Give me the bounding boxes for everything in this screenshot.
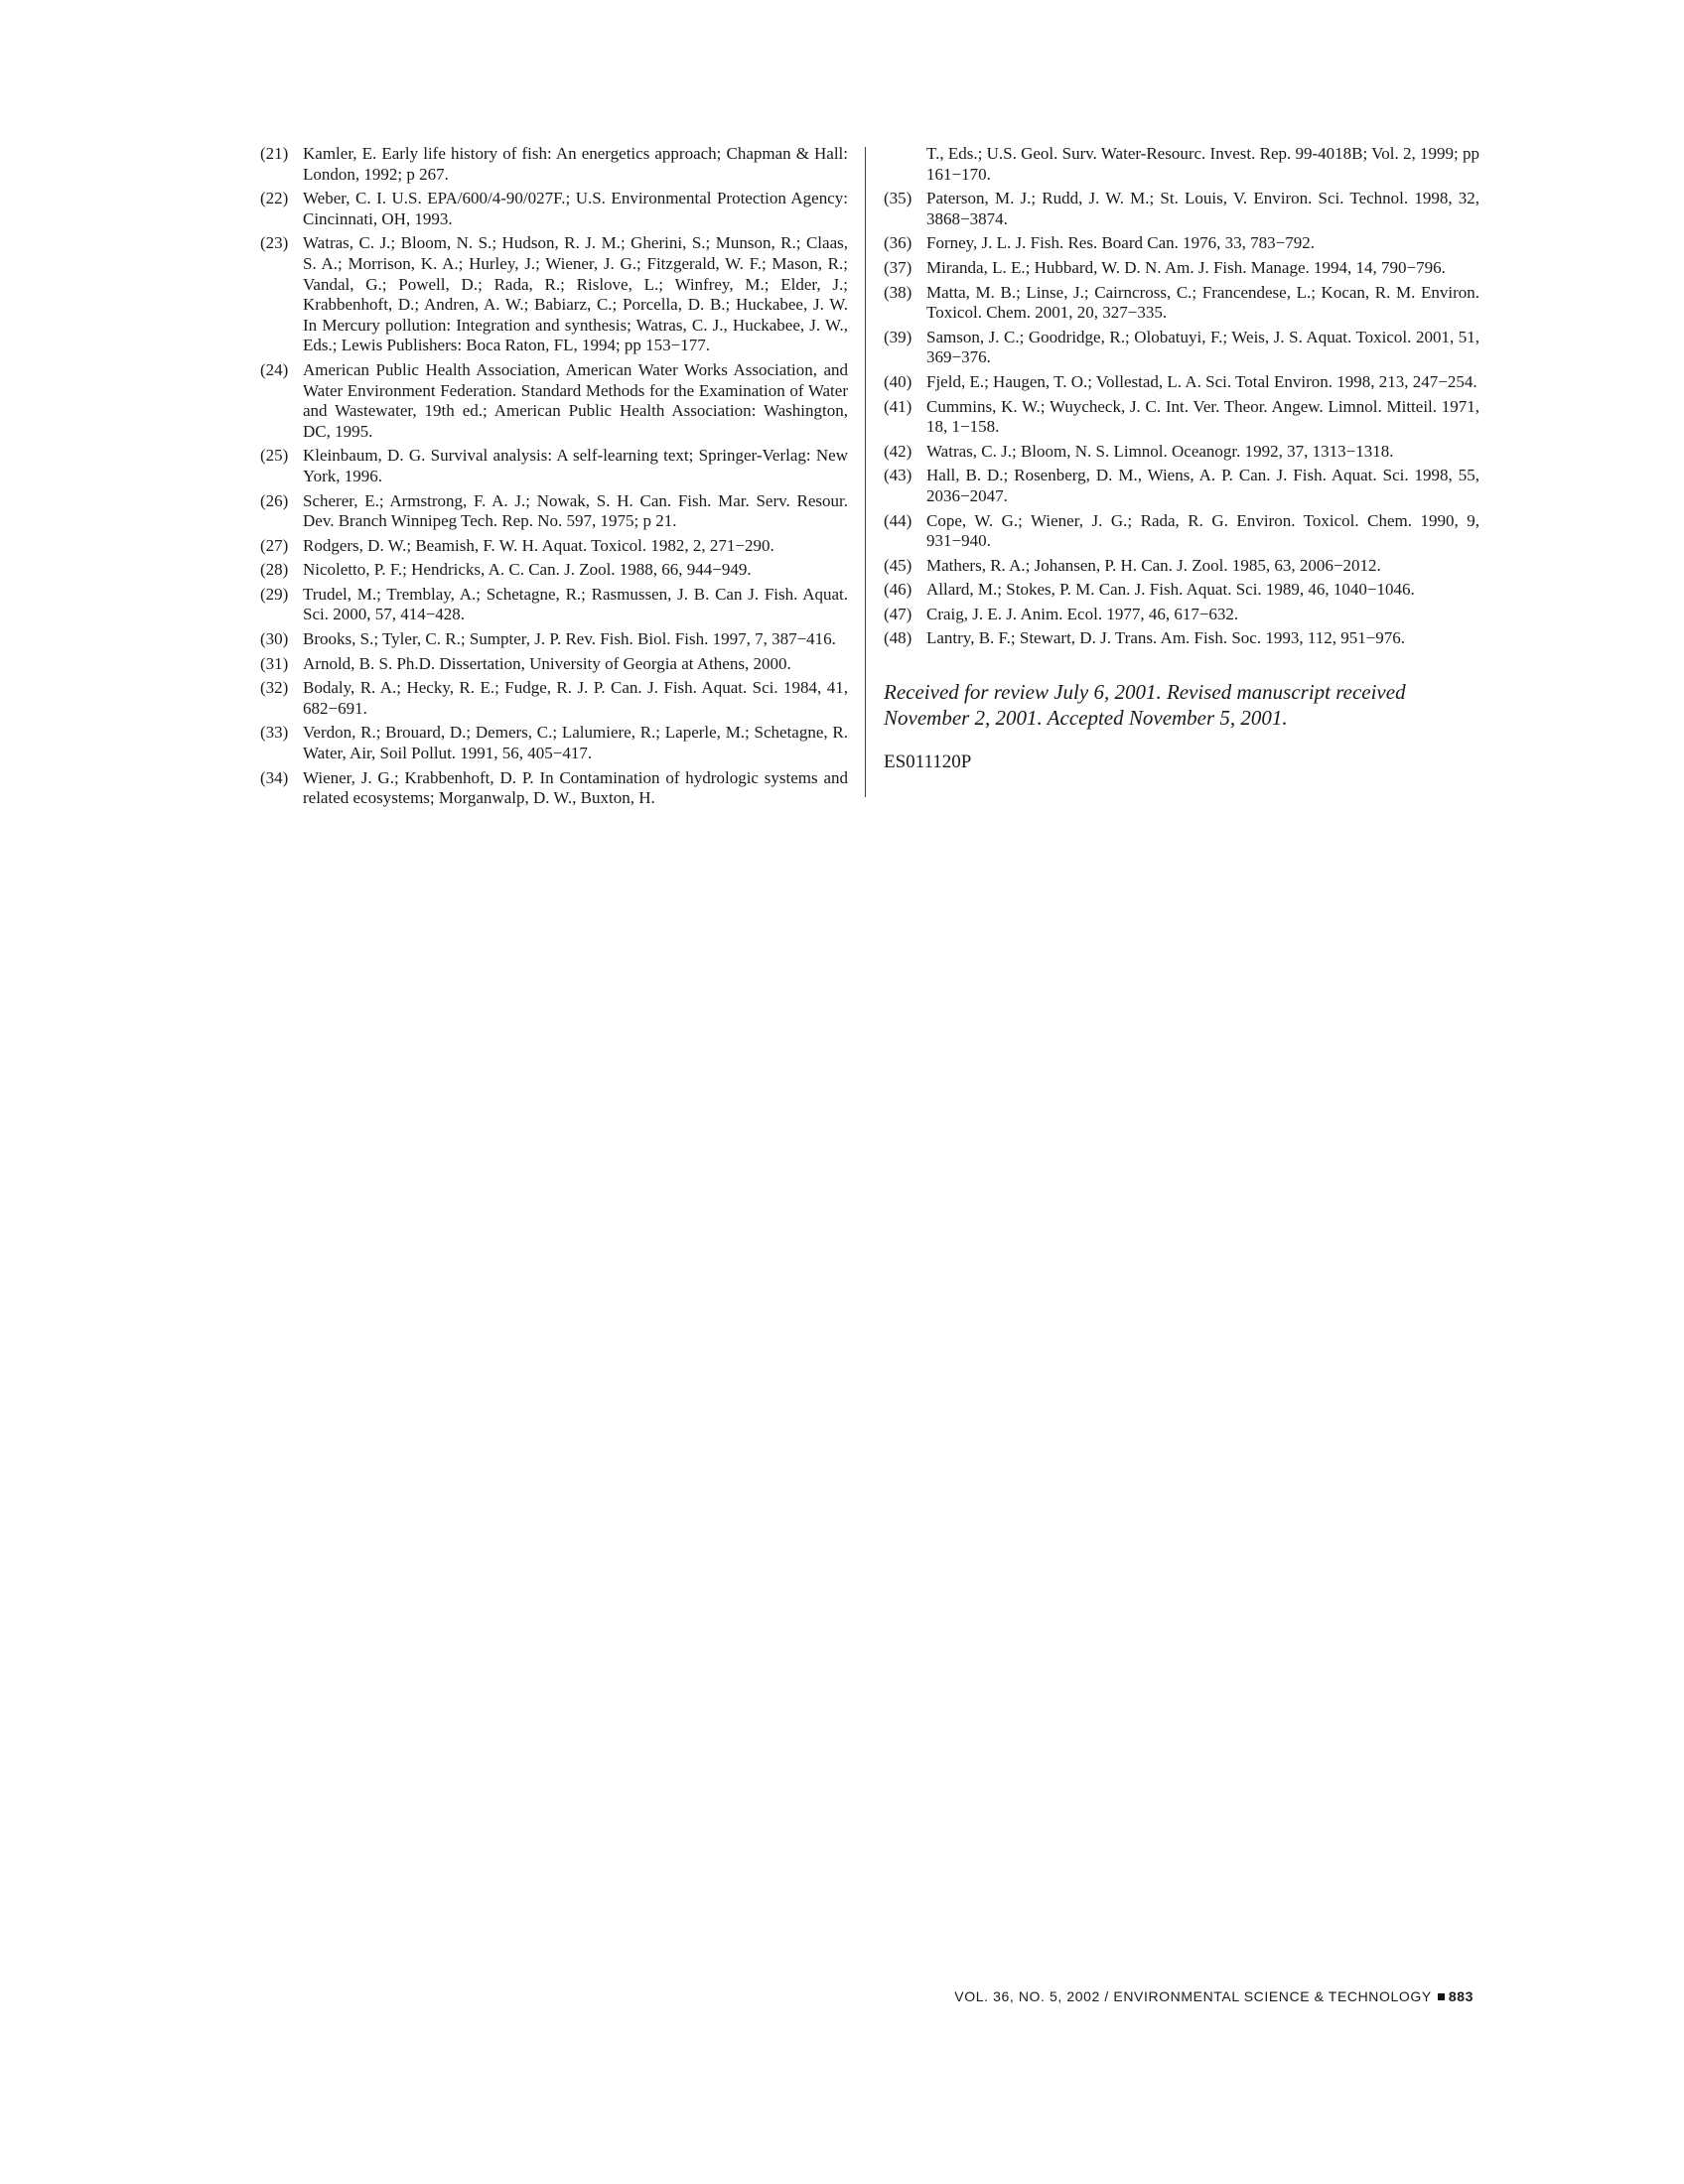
column-divider: [865, 147, 866, 797]
reference-text: Craig, J. E. J. Anim. Ecol. 1977, 46, 617−632.: [926, 604, 1239, 623]
reference-number: (32): [260, 678, 289, 698]
reference-item: [260, 768, 848, 809]
reference-text: Brooks, S.; Tyler, C. R.; Sumpter, J. P. Rev. Fish. Biol. Fish. 1997, 7, 387−416.: [303, 629, 836, 649]
reference-text: Cope, W. G.; Wiener, J. G.; Rada, R. G. Environ. Toxicol. Chem. 1990, 9, 931−940.: [926, 510, 1479, 551]
reference-text: Lantry, B. F.; Stewart, D. J. Trans. Am. Fish. Soc. 1993, 112, 951−976.: [926, 628, 1406, 648]
reference-text: Weber, C. I. U.S. EPA/600/4-90/027F.; U.S. Environmental Protection Agency: Cincinnati, OH, 1993.: [303, 189, 848, 228]
reference-item: [260, 654, 848, 675]
reference-item: [260, 585, 848, 625]
reference-number: (30): [260, 629, 289, 649]
references-right-column: [884, 144, 1479, 773]
reference-text: Watras, C. J.; Bloom, N. S. Limnol. Oceanogr. 1992, 37, 1313−1318.: [926, 441, 1394, 461]
reference-number: (29): [260, 584, 289, 604]
square-bullet-icon: [1438, 1993, 1445, 2000]
reference-number: (26): [260, 490, 289, 510]
reference-text: Rodgers, D. W.; Beamish, F. W. H. Aquat. Toxicol. 1982, 2, 271−290.: [303, 535, 774, 555]
reference-number: (34): [260, 767, 289, 787]
reference-item: [884, 258, 1479, 279]
reference-text: Hall, B. D.; Rosenberg, D. M., Wiens, A. P. Can. J. Fish. Aquat. Sci. 1998, 55, 2036−2047.: [926, 466, 1479, 505]
reference-item: [260, 560, 848, 581]
reference-item: [884, 283, 1479, 324]
reference-item: [884, 442, 1479, 463]
reference-item: [260, 189, 848, 229]
reference-text: Samson, J. C.; Goodridge, R.; Olobatuyi, F.; Weis, J. S. Aquat. Toxicol. 2001, 51, 369−376.: [926, 327, 1479, 367]
reference-number: (43): [884, 466, 912, 485]
reference-number: (33): [260, 723, 289, 743]
reference-text: Cummins, K. W.; Wuycheck, J. C. Int. Ver. Theor. Angew. Limnol. Mitteil. 1971, 18, 1−158.: [926, 396, 1479, 437]
reference-number: (27): [260, 535, 289, 555]
reference-text: Forney, J. L. J. Fish. Res. Board Can. 1976, 33, 783−792.: [926, 233, 1315, 253]
reference-item: [260, 491, 848, 532]
reference-text: Miranda, L. E.; Hubbard, W. D. N. Am. J. Fish. Manage. 1994, 14, 790−796.: [926, 257, 1446, 277]
reference-item: [884, 397, 1479, 438]
reference-text: American Public Health Association, American Water Works Association, and Water Environment Federation. Standard Methods for the Examination of Water and Wastewater, 19th ed.; American Public Health Association: Washington, DC, 1995.: [303, 359, 848, 441]
reference-item: [260, 446, 848, 486]
reference-text: Fjeld, E.; Haugen, T. O.; Vollestad, L. A. Sci. Total Environ. 1998, 213, 247−254.: [926, 371, 1477, 391]
reference-text: Paterson, M. J.; Rudd, J. W. M.; St. Louis, V. Environ. Sci. Technol. 1998, 32, 3868−3874.: [926, 189, 1479, 228]
journal-line: VOL. 36, NO. 5, 2002 / ENVIRONMENTAL SCIENCE & TECHNOLOGY: [954, 1988, 1432, 2004]
reference-item: [260, 629, 848, 650]
reference-number: (46): [884, 580, 912, 600]
reference-number: (42): [884, 441, 912, 461]
reference-text: Matta, M. B.; Linse, J.; Cairncross, C.; Francendese, L.; Kocan, R. M. Environ. Toxicol. Chem. 2001, 20, 327−335.: [926, 282, 1479, 323]
reference-item: [884, 372, 1479, 393]
reference-number: (31): [260, 653, 289, 673]
reference-item: [884, 189, 1479, 229]
references-left-column: [260, 144, 848, 809]
document-id: ES011120P: [884, 751, 972, 773]
reference-number: (28): [260, 560, 289, 580]
reference-item: [884, 233, 1479, 254]
reference-number: (36): [884, 233, 912, 253]
reference-text: Scherer, E.; Armstrong, F. A. J.; Nowak, S. H. Can. Fish. Mar. Serv. Resour. Dev. Branch Winnipeg Tech. Rep. No. 597, 1975; p 21.: [303, 490, 848, 531]
reference-text: Watras, C. J.; Bloom, N. S.; Hudson, R. J. M.; Gherini, S.; Munson, R.; Claas, S. A.; Morrison, K. A.; Hurley, J.; Wiener, J. G.; Fitzgerald, W. F.; Mason, R.; Vandal, G.; Powell, D.; Rada, R.; Rislove, L.; Winfrey, M.; Elder, J.; Krabbenhoft, D.; Andren, A. W.; Babiarz, C.; Porcella, D. B.; Huckabee, J. W. In Mercury pollution: Integration and synthesis; Watras, C. J., Huckabee, J. W., Eds.; Lewis Publishers: Boca Raton, FL, 1994; pp 153−177.: [303, 233, 848, 355]
reference-text: Wiener, J. G.; Krabbenhoft, D. P. In Contamination of hydrologic systems and related ecosystems; Morganwalp, D. W., Buxton, H.: [303, 767, 848, 808]
reference-item: [884, 466, 1479, 506]
reference-text: Kamler, E. Early life history of fish: An energetics approach; Chapman & Hall: London, 1992; p 267.: [303, 144, 848, 184]
reference-number: (39): [884, 327, 912, 346]
reference-number: (22): [260, 189, 289, 208]
page-footer: [954, 1988, 1474, 2004]
reference-continuation: T., Eds.; U.S. Geol. Surv. Water-Resourc. Invest. Rep. 99-4018B; Vol. 2, 1999; pp 161−170.: [926, 144, 1479, 184]
reference-item: [884, 605, 1479, 625]
received-note: Received for review July 6, 2001. Revised manuscript received November 2, 2001. Accepted November 5, 2001.: [884, 680, 1406, 731]
reference-number: (47): [884, 604, 912, 623]
reference-number: (45): [884, 555, 912, 575]
reference-item: [260, 536, 848, 557]
reference-number: (35): [884, 189, 912, 208]
reference-number: (48): [884, 628, 912, 648]
reference-item: [884, 580, 1479, 601]
reference-text: Nicoletto, P. F.; Hendricks, A. C. Can. J. Zool. 1988, 66, 944−949.: [303, 560, 752, 580]
reference-text: Mathers, R. A.; Johansen, P. H. Can. J. Zool. 1985, 63, 2006−2012.: [926, 555, 1381, 575]
reference-item: [884, 628, 1479, 649]
reference-item: [260, 723, 848, 763]
reference-number: (23): [260, 233, 289, 253]
reference-text: Allard, M.; Stokes, P. M. Can. J. Fish. Aquat. Sci. 1989, 46, 1040−1046.: [926, 580, 1415, 600]
reference-text: Verdon, R.; Brouard, D.; Demers, C.; Lalumiere, R.; Laperle, M.; Schetagne, R. Water, Air, Soil Pollut. 1991, 56, 405−417.: [303, 723, 848, 763]
reference-item: [884, 556, 1479, 577]
reference-text: Bodaly, R. A.; Hecky, R. E.; Fudge, R. J. P. Can. J. Fish. Aquat. Sci. 1984, 41, 682−691.: [303, 678, 848, 718]
reference-item: [260, 360, 848, 442]
reference-item: [260, 678, 848, 719]
reference-number: (38): [884, 282, 912, 302]
reference-item: [260, 144, 848, 185]
reference-number: (44): [884, 510, 912, 530]
reference-number: (37): [884, 257, 912, 277]
reference-text: Kleinbaum, D. G. Survival analysis: A self-learning text; Springer-Verlag: New York, 1996.: [303, 446, 848, 485]
reference-item: [884, 328, 1479, 368]
reference-number: (41): [884, 396, 912, 416]
reference-item: [260, 233, 848, 356]
reference-number: (24): [260, 359, 289, 379]
reference-number: (25): [260, 446, 289, 466]
page-number: 883: [1448, 1988, 1474, 2004]
reference-item: [884, 511, 1479, 552]
reference-text: Trudel, M.; Tremblay, A.; Schetagne, R.; Rasmussen, J. B. Can J. Fish. Aquat. Sci. 2000, 57, 414−428.: [303, 584, 848, 624]
reference-text: Arnold, B. S. Ph.D. Dissertation, University of Georgia at Athens, 2000.: [303, 653, 791, 673]
reference-number: (21): [260, 144, 289, 163]
reference-number: (40): [884, 371, 912, 391]
